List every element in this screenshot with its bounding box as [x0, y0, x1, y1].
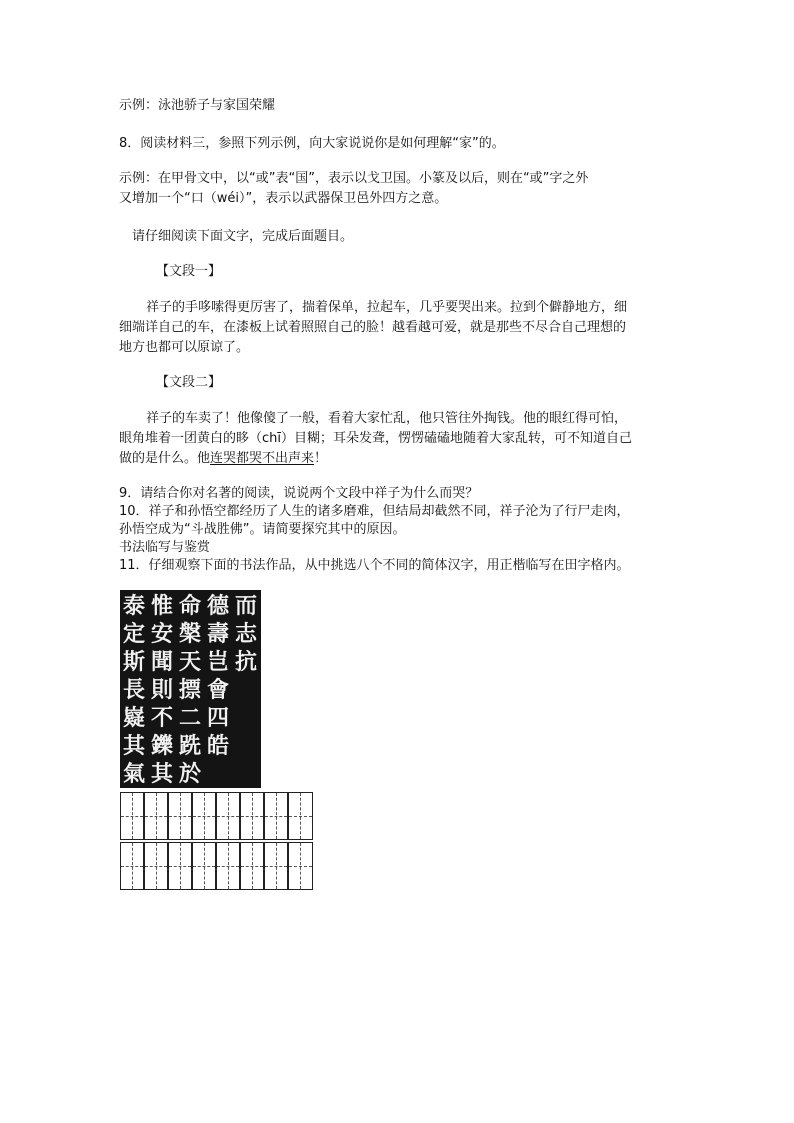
tianzige-grid-row-2 — [120, 842, 313, 890]
calligraphy-char: 皓 — [206, 733, 229, 759]
tianzige-cell[interactable] — [216, 842, 240, 890]
calligraphy-char: 長 — [122, 677, 145, 703]
calligraphy-char: 嶷 — [122, 705, 145, 731]
passage-2-heading: 【文段二】 — [156, 375, 222, 390]
tianzige-cell[interactable] — [192, 842, 216, 890]
question-8: 8．阅读材料三，参照下列示例，向大家说说你是如何理解“家”的。 — [119, 136, 505, 151]
calligraphy-char: 安 — [150, 621, 173, 647]
passage-1-line-2: 细端详自己的车，在漆板上试着照照自己的脸！越看越可爱，就是那些不尽合自己理想的 — [119, 320, 627, 335]
calligraphy-char: 二 — [178, 705, 201, 731]
tianzige-cell[interactable] — [120, 792, 144, 840]
calligraphy-char: 德 — [206, 593, 229, 619]
tianzige-cell[interactable] — [168, 842, 192, 890]
question-9: 9．请结合你对名著的阅读，说说两个文段中祥子为什么而哭？ — [119, 486, 479, 501]
tianzige-cell[interactable] — [144, 842, 168, 890]
passage-1-line-3: 地方也都可以原谅了。 — [119, 340, 250, 355]
tianzige-cell[interactable] — [120, 842, 144, 890]
tianzige-cell[interactable] — [240, 842, 264, 890]
tianzige-cell[interactable] — [264, 842, 288, 890]
calligraphy-char: 定 — [122, 621, 145, 647]
passage-2-line-2: 眼角堆着一团黄白的眵（chī）目糊；耳朵发聋，愣愣磕磕地随着大家乱转，可不知道自己 — [119, 431, 632, 446]
calligraphy-char: 槃 — [178, 621, 201, 647]
tianzige-cell[interactable] — [192, 792, 216, 840]
calligraphy-char: 會 — [206, 677, 229, 703]
passage-2-line-3 — [119, 449, 327, 469]
calligraphy-char: 鑠 — [150, 733, 173, 759]
q8-example-line-2: 又增加一个“口（wéi）”，表示以武器保卫邑外四方之意。 — [119, 191, 448, 206]
calligraphy-char: 泰 — [122, 593, 145, 619]
passage-2-underlined-phrase: 连哭都哭不出声来 — [210, 451, 315, 466]
tianzige-cell[interactable] — [168, 792, 192, 840]
calligraphy-char: 抗 — [234, 649, 257, 675]
calligraphy-char: 不 — [150, 705, 173, 731]
example-title: 示例：泳池骄子与家国荣耀 — [119, 98, 276, 113]
calligraphy-char: 命 — [178, 593, 201, 619]
calligraphy-char: 聞 — [150, 649, 173, 675]
calligraphy-char: 跣 — [178, 733, 201, 759]
question-11: 11．仔细观察下面的书法作品，从中挑选八个不同的简体汉字，用正楷临写在田字格内。 — [119, 558, 630, 573]
calligraphy-artwork — [120, 590, 261, 788]
calligraphy-char: 於 — [178, 761, 201, 787]
question-10-line-1: 10．祥子和孙悟空都经历了人生的诸多磨难，但结局却截然不同，祥子沦为了行尸走肉， — [119, 504, 630, 519]
calligraphy-char: 壽 — [206, 621, 229, 647]
passage-1-line-1: 祥子的手哆嗦得更厉害了，揣着保单，拉起车，几乎要哭出来。拉到个僻静地方，细 — [146, 300, 628, 315]
reading-intro: 请仔细阅读下面文字，完成后面题目。 — [132, 229, 354, 244]
q8-example-line-1: 示例：在甲骨文中，以“或”表“国”，表示以戈卫国。小篆及以后，则在“或”字之外 — [119, 171, 589, 186]
tianzige-cell[interactable] — [288, 792, 313, 840]
tianzige-cell[interactable] — [240, 792, 264, 840]
calligraphy-char: 其 — [122, 733, 145, 759]
tianzige-cell[interactable] — [144, 792, 168, 840]
tianzige-cell[interactable] — [264, 792, 288, 840]
calligraphy-char: 惟 — [150, 593, 173, 619]
calligraphy-char: 摽 — [178, 677, 201, 703]
tianzige-grid-row-1 — [120, 792, 313, 840]
calligraphy-char: 岂 — [206, 649, 229, 675]
calligraphy-char: 天 — [178, 649, 201, 675]
calligraphy-char: 四 — [206, 705, 229, 731]
tianzige-cell[interactable] — [216, 792, 240, 840]
tianzige-cell[interactable] — [288, 842, 313, 890]
calligraphy-char: 氣 — [122, 761, 145, 787]
calligraphy-char: 其 — [150, 761, 173, 787]
passage-1-heading: 【文段一】 — [156, 264, 222, 279]
passage-2-line-3-suffix: ！ — [314, 451, 328, 466]
calligraphy-section-title: 书法临写与鉴赏 — [119, 540, 211, 555]
question-10-line-2: 孙悟空成为“斗战胜佛”。请简要探究其中的原因。 — [119, 522, 406, 537]
calligraphy-char: 斯 — [122, 649, 145, 675]
passage-2-line-1: 祥子的车卖了！他像傻了一般，看着大家忙乱，他只管往外掏钱。他的眼红得可怕， — [146, 411, 628, 426]
calligraphy-char: 而 — [234, 593, 257, 619]
passage-2-line-3-prefix: 做的是什么。他 — [119, 451, 211, 466]
calligraphy-char: 則 — [150, 677, 173, 703]
calligraphy-char: 志 — [234, 621, 257, 647]
